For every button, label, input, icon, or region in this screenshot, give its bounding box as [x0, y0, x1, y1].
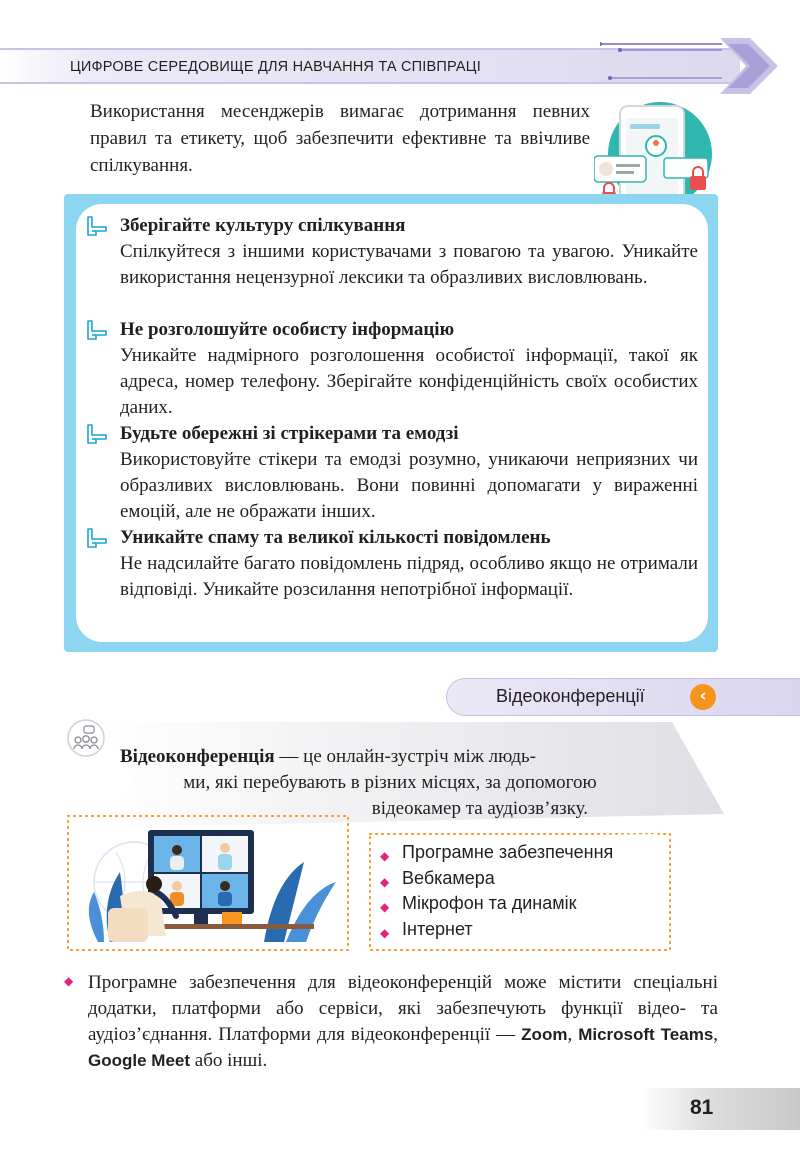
- page-number: 81: [690, 1096, 714, 1119]
- pointing-hand-icon: [86, 423, 110, 445]
- definition-line-2: ми, які перебувають в різних місцях, за допомогою: [183, 772, 597, 793]
- list-item: ◆ Програмне забезпечення: [380, 840, 613, 866]
- diamond-bullet-icon: ◆: [380, 849, 390, 863]
- brand-microsoft-teams: Microsoft Teams: [578, 1025, 714, 1044]
- definition-line-3: відеокамер та аудіозв’язку.: [371, 798, 588, 819]
- definition-line-1: — це онлайн-зустріч між людь-: [274, 746, 536, 767]
- rule-item: [86, 213, 698, 291]
- rule-title: Не розголошуйте особисту інформацію: [120, 319, 455, 340]
- rule-text: Не надсилайте багато повідомлень підряд, особливо якщо не отримали відповіді. Уникайте розсилання непотрібної інформації.: [120, 553, 698, 600]
- definition-term: Відеоконференція: [120, 746, 275, 767]
- pointing-hand-icon: [86, 319, 110, 341]
- rule-title: Уникайте спаму та великої кількості повідомлень: [120, 527, 551, 548]
- rule-item: [86, 421, 698, 525]
- rule-title: Зберігайте культуру спілкування: [120, 215, 406, 236]
- intro-paragraph: Використання месенджерів вимагає дотримання певних правил та етикету, щоб забезпечити ефективне та ввічливе спілкування.: [90, 101, 590, 176]
- software-paragraph: Програмне забезпечення для відеоконференцій може містити спеціальні додатки, платформи або сервіси, які забезпечують функції відео- та аудіоз’єднання. Платформи для відеоконференції — Zoom, Microsoft Teams, Google Meet або інші.: [88, 972, 719, 1071]
- page-number-band: [640, 1088, 800, 1130]
- rule-item: [86, 525, 698, 603]
- components-list: [380, 840, 613, 942]
- list-item: ◆ Інтернет: [380, 917, 613, 943]
- list-item: ◆ Мікрофон та динамік: [380, 891, 613, 917]
- rule-item: [86, 317, 698, 421]
- section-title: Відеоконференції: [496, 686, 645, 706]
- diamond-bullet-icon: ◆: [380, 874, 390, 889]
- brand-zoom: Zoom: [521, 1025, 568, 1044]
- header-arrow-icon: [720, 38, 782, 94]
- diamond-bullet-icon: ◆: [380, 925, 390, 940]
- pointing-hand-icon: [86, 215, 110, 237]
- header-decor-lines: [600, 38, 730, 88]
- diamond-bullet-icon: ◆: [64, 974, 74, 988]
- list-item: ◆ Вебкамера: [380, 866, 613, 892]
- rule-text: Уникайте надмірного розголошення особистої інформації, такої як адреса, номер телефону. Зберігайте конфіденційність своїх особистих даних.: [120, 345, 698, 418]
- rule-text: Спілкуйтеся з іншими користувачами з повагою та увагою. Уникайте використання нецензурної лексики та образливих висловлювань.: [120, 241, 698, 288]
- people-group-icon: [66, 718, 108, 758]
- rule-text: Використовуйте стікери та емодзі розумно, уникаючи неприязних чи образливих висловлювань. Вони повинні допомагати у вираженні емоцій, але не ображати інших.: [120, 449, 698, 522]
- chevron-left-icon: ‹: [690, 684, 716, 710]
- diamond-bullet-icon: ◆: [380, 900, 390, 914]
- brand-google-meet: Google Meet: [88, 1051, 191, 1070]
- videoconference-illustration: [64, 812, 352, 954]
- chapter-title: ЦИФРОВЕ СЕРЕДОВИЩЕ ДЛЯ НАВЧАННЯ ТА СПІВПРАЦІ: [70, 59, 481, 75]
- definition-text: [110, 744, 670, 822]
- rule-title: Будьте обережні зі стрікерами та емодзі: [120, 423, 459, 444]
- pointing-hand-icon: [86, 527, 110, 549]
